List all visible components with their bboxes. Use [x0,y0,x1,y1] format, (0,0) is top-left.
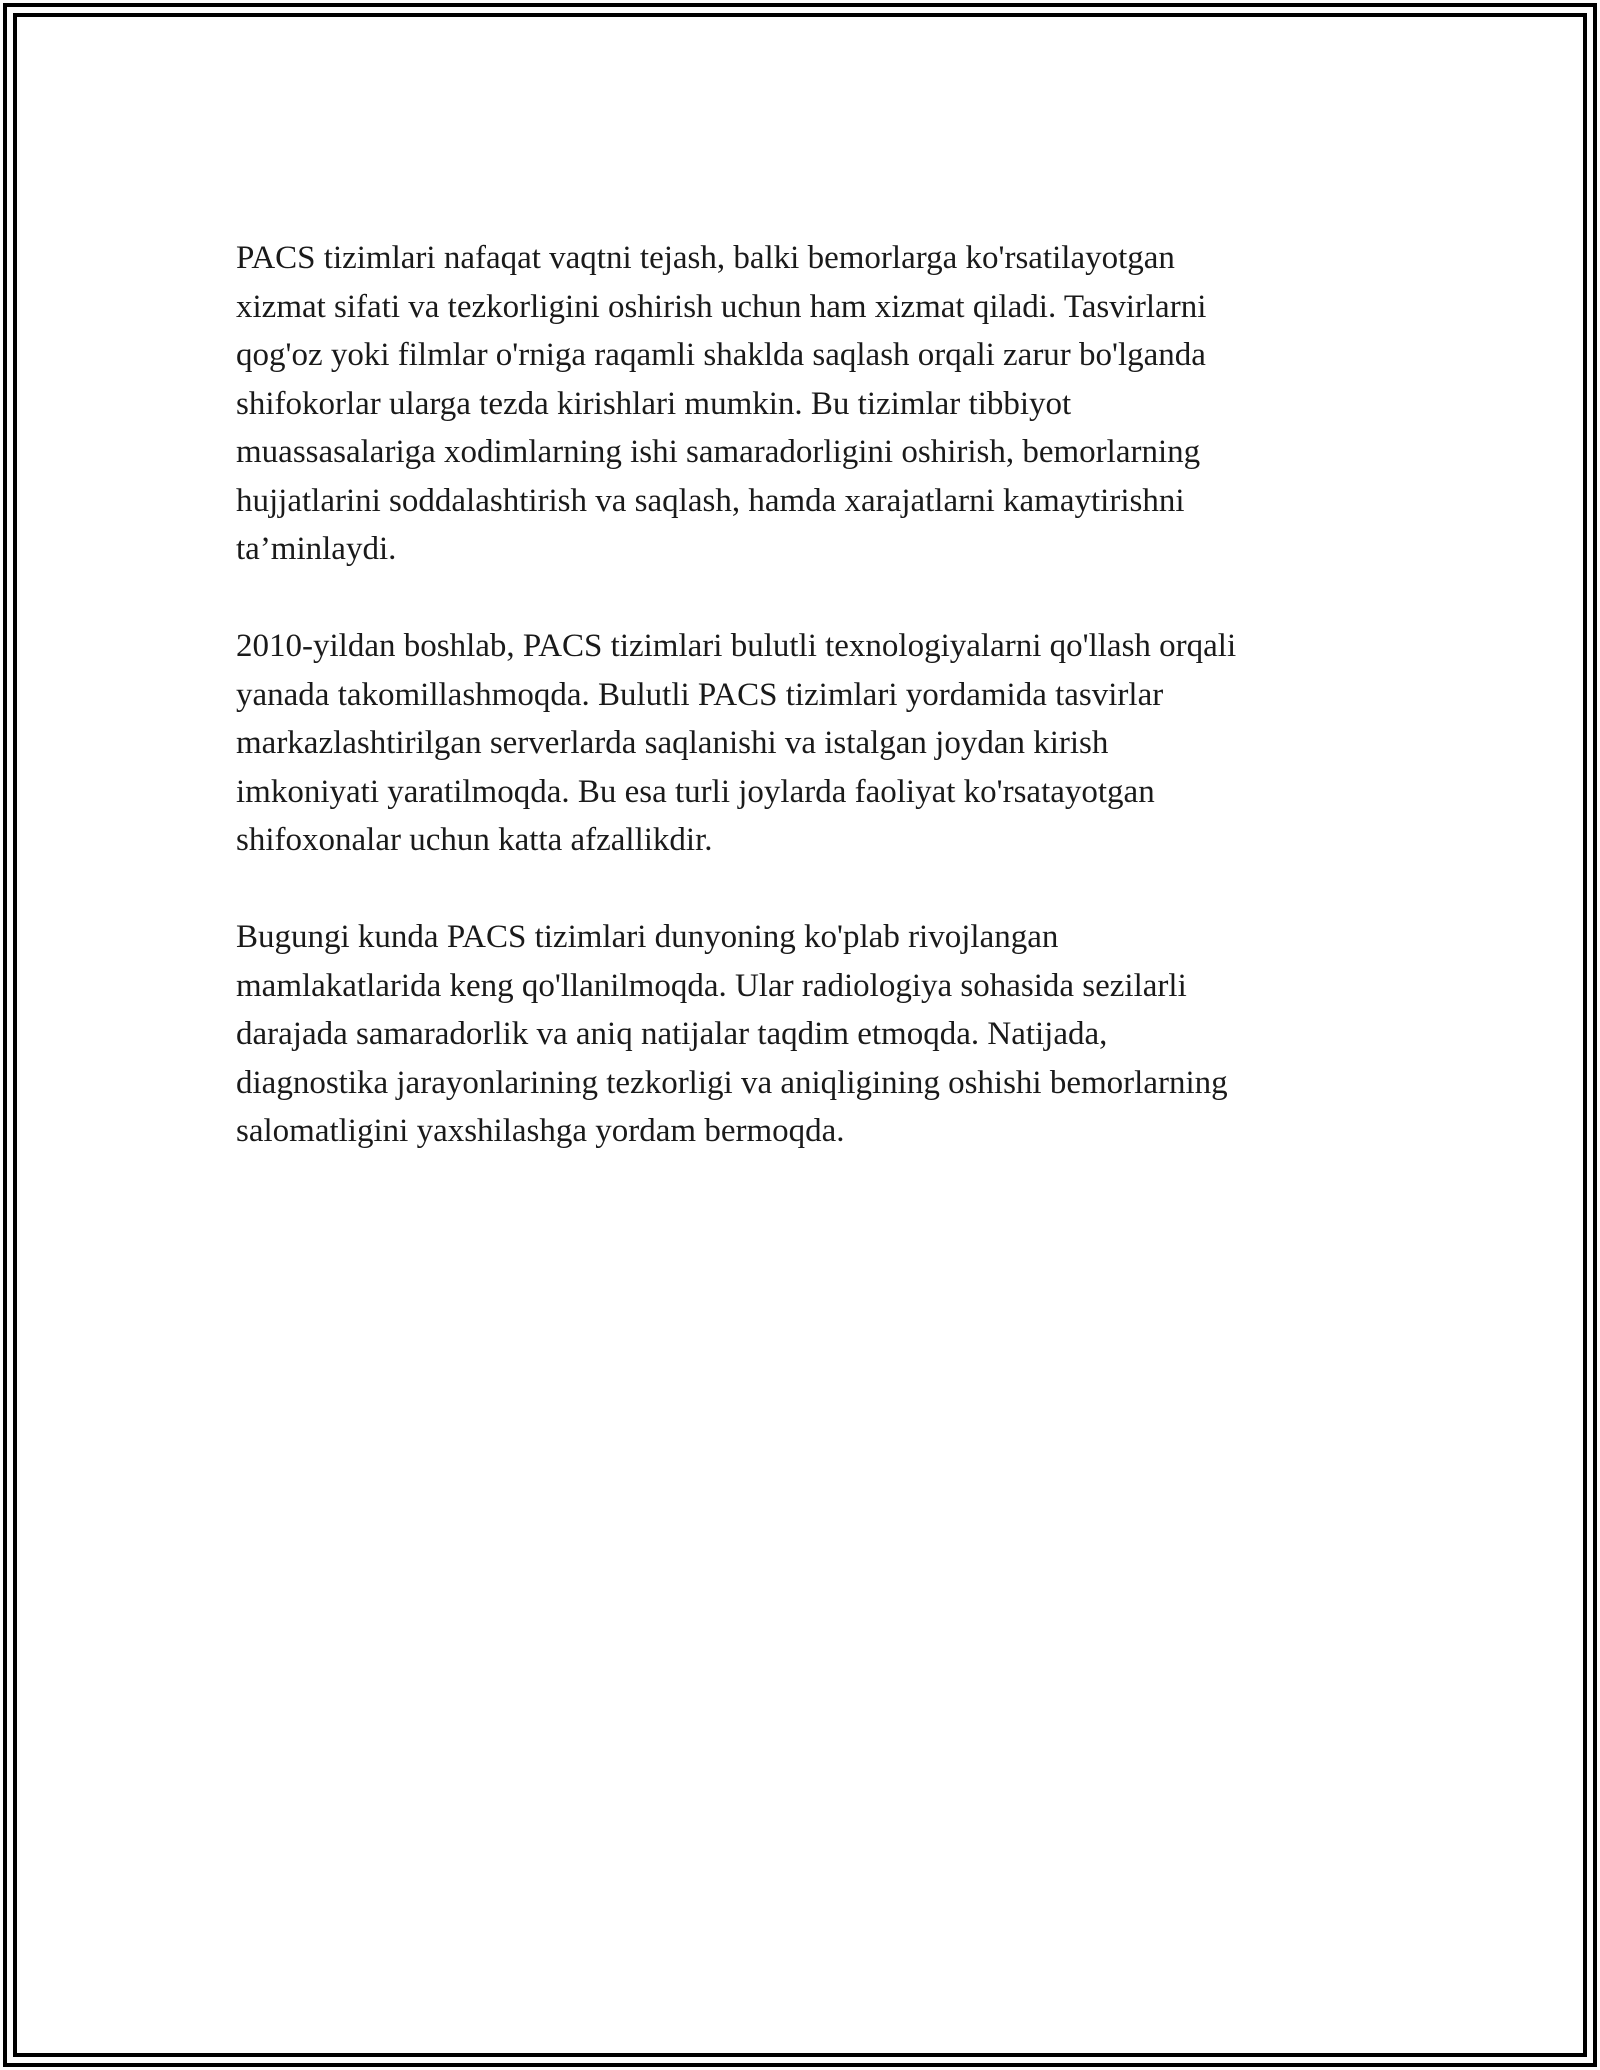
paragraph-line: darajada samaradorlik va aniq natijalar taqdim etmoqda. Natijada, [236,1016,1108,1052]
paragraph-line: 2010-yildan boshlab, PACS tizimlari bulutli texnologiyalarni qo'llash orqali [236,628,1237,664]
paragraph-line: salomatligini yaxshilashga yordam bermoqda. [236,1113,845,1149]
document-body [236,234,1366,1204]
paragraph-line: diagnostika jarayonlarining tezkorligi va aniqligining oshishi bemorlarning [236,1064,1228,1101]
paragraph-line: Bugungi kunda PACS tizimlari dunyoning ko'plab rivojlangan [236,919,1059,955]
paragraph-line: shifokorlar ularga tezda kirishlari mumkin. Bu tizimlar tibbiyot [236,385,1072,422]
paragraph-line: qog'oz yoki filmlar o'rniga raqamli shaklda saqlash orqali zarur bo'lganda [236,337,1206,373]
paragraph-line: imkoniyati yaratilmoqda. Bu esa turli joylarda faoliyat ko'rsatayotgan [236,773,1155,810]
paragraph-line: xizmat sifati va tezkorligini oshirish uchun ham xizmat qiladi. Tasvirlarni [236,288,1207,325]
paragraph-line: markazlashtirilgan serverlarda saqlanishi va istalgan joydan kirish [236,725,1109,761]
paragraph-line: ta’minlaydi. [236,531,397,567]
paragraph-line: mamlakatlarida keng qo'llanilmoqda. Ular radiologiya sohasida sezilarli [236,967,1187,1004]
paragraph-line: yanada takomillashmoqda. Bulutli PACS tizimlari yordamida tasvirlar [236,676,1164,713]
paragraph-line: hujjatlarini soddalashtirish va saqlash, hamda xarajatlarni kamaytirishni [236,482,1185,519]
paragraph-3 [236,913,1366,1156]
paragraph-line: muassasalariga xodimlarning ishi samaradorligini oshirish, bemorlarning [236,434,1201,470]
paragraph-line: shifoxonalar uchun katta afzallikdir. [236,822,713,858]
paragraph-line: PACS tizimlari nafaqat vaqtni tejash, balki bemorlarga ko'rsatilayotgan [236,240,1175,276]
paragraph-2 [236,622,1366,865]
paragraph-1 [236,234,1366,574]
